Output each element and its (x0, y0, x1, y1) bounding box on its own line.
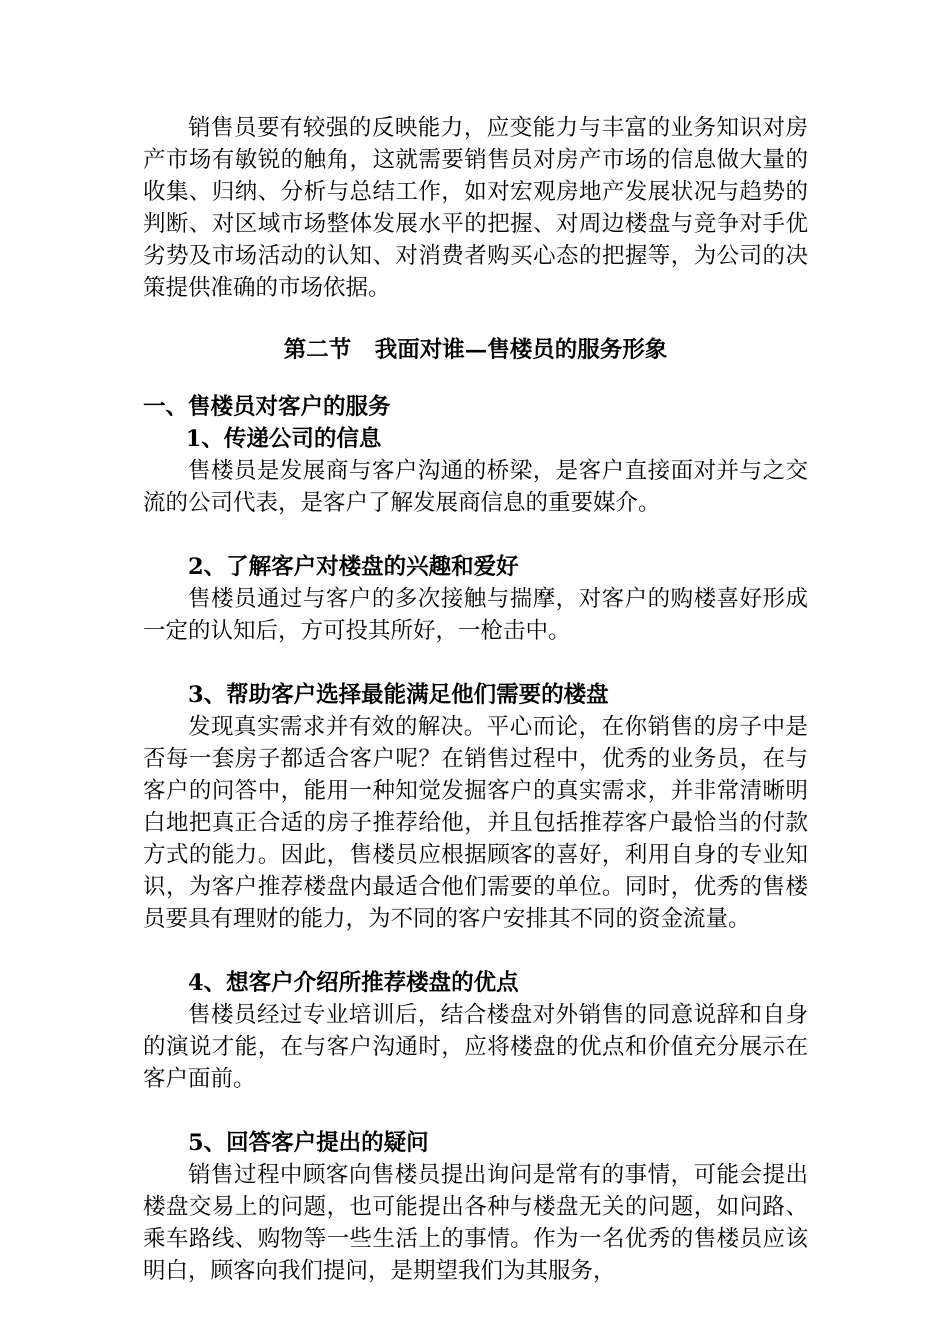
subsection-3 (143, 679, 808, 935)
subsection-heading: 3、帮助客户选择最能满足他们需要的楼盘 (188, 682, 609, 708)
subsection-body: 售楼员经过专业培训后，结合楼盘对外销售的同意说辞和自身的演说才能，在与客户沟通时，应将楼盘的优点和价值充分展示在客户面前。 (143, 1002, 808, 1092)
intro-paragraph: 销售员要有较强的反映能力，应变能力与丰富的业务知识对房产市场有敏锐的触角，这就需要销售员对房产市场的信息做大量的收集、归纳、分析与总结工作，如对宏观房地产发展状况与趋势的判断、对区域市场整体发展水平的把握、对周边楼盘与竞争对手优劣势及市场活动的认知、对消费者购买心态的把握等，为公司的决策提供准确的市场依据。 (143, 115, 808, 301)
chapter-heading: 一、售楼员对客户的服务 (143, 394, 391, 420)
subsection-body: 发现真实需求并有效的解决。平心而论，在你销售的房子中是否每一套房子都适合客户呢？在销售过程中，优秀的业务员，在与客户的问答中，能用一种知觉发掘客户的真实需求，并非常清晰明白地把真正合适的房子推荐给他，并且包括推荐客户最恰当的付款方式的能力。因此，售楼员应根据顾客的喜好，利用自身的专业知识，为客户推荐楼盘内最适合他们需要的单位。同时，优秀的售楼员要具有理财的能力，为不同的客户安排其不同的资金流量。 (143, 714, 808, 932)
subsection-heading: 2、了解客户对楼盘的兴趣和爱好 (188, 554, 519, 580)
section-title: 第二节 我面对谁—售楼员的服务形象 (283, 337, 668, 363)
subsection-1 (143, 423, 808, 519)
subsection-5 (143, 1127, 808, 1287)
subsection-heading: 1、传递公司的信息 (185, 426, 382, 452)
subsection-body: 售楼员通过与客户的多次接触与揣摩，对客户的购楼喜好形成一定的认知后，方可投其所好，一枪击中。 (143, 586, 808, 644)
subsection-2 (143, 551, 808, 647)
subsection-heading: 5、回答客户提出的疑问 (188, 1130, 429, 1156)
subsection-body: 销售过程中顾客向售楼员提出询问是常有的事情，可能会提出楼盘交易上的问题，也可能提出各种与楼盘无关的问题，如问路、乘车路线、购物等一些生活上的事情。作为一名优秀的售楼员应该明白，顾客向我们提问，是期望我们为其服务， (143, 1162, 808, 1284)
subsection-body: 售楼员是发展商与客户沟通的桥梁，是客户直接面对并与之交流的公司代表，是客户了解发展商信息的重要媒介。 (143, 458, 808, 516)
subsection-heading: 4、想客户介绍所推荐楼盘的优点 (188, 970, 519, 996)
subsection-4 (143, 967, 808, 1095)
document-page (143, 112, 808, 1287)
